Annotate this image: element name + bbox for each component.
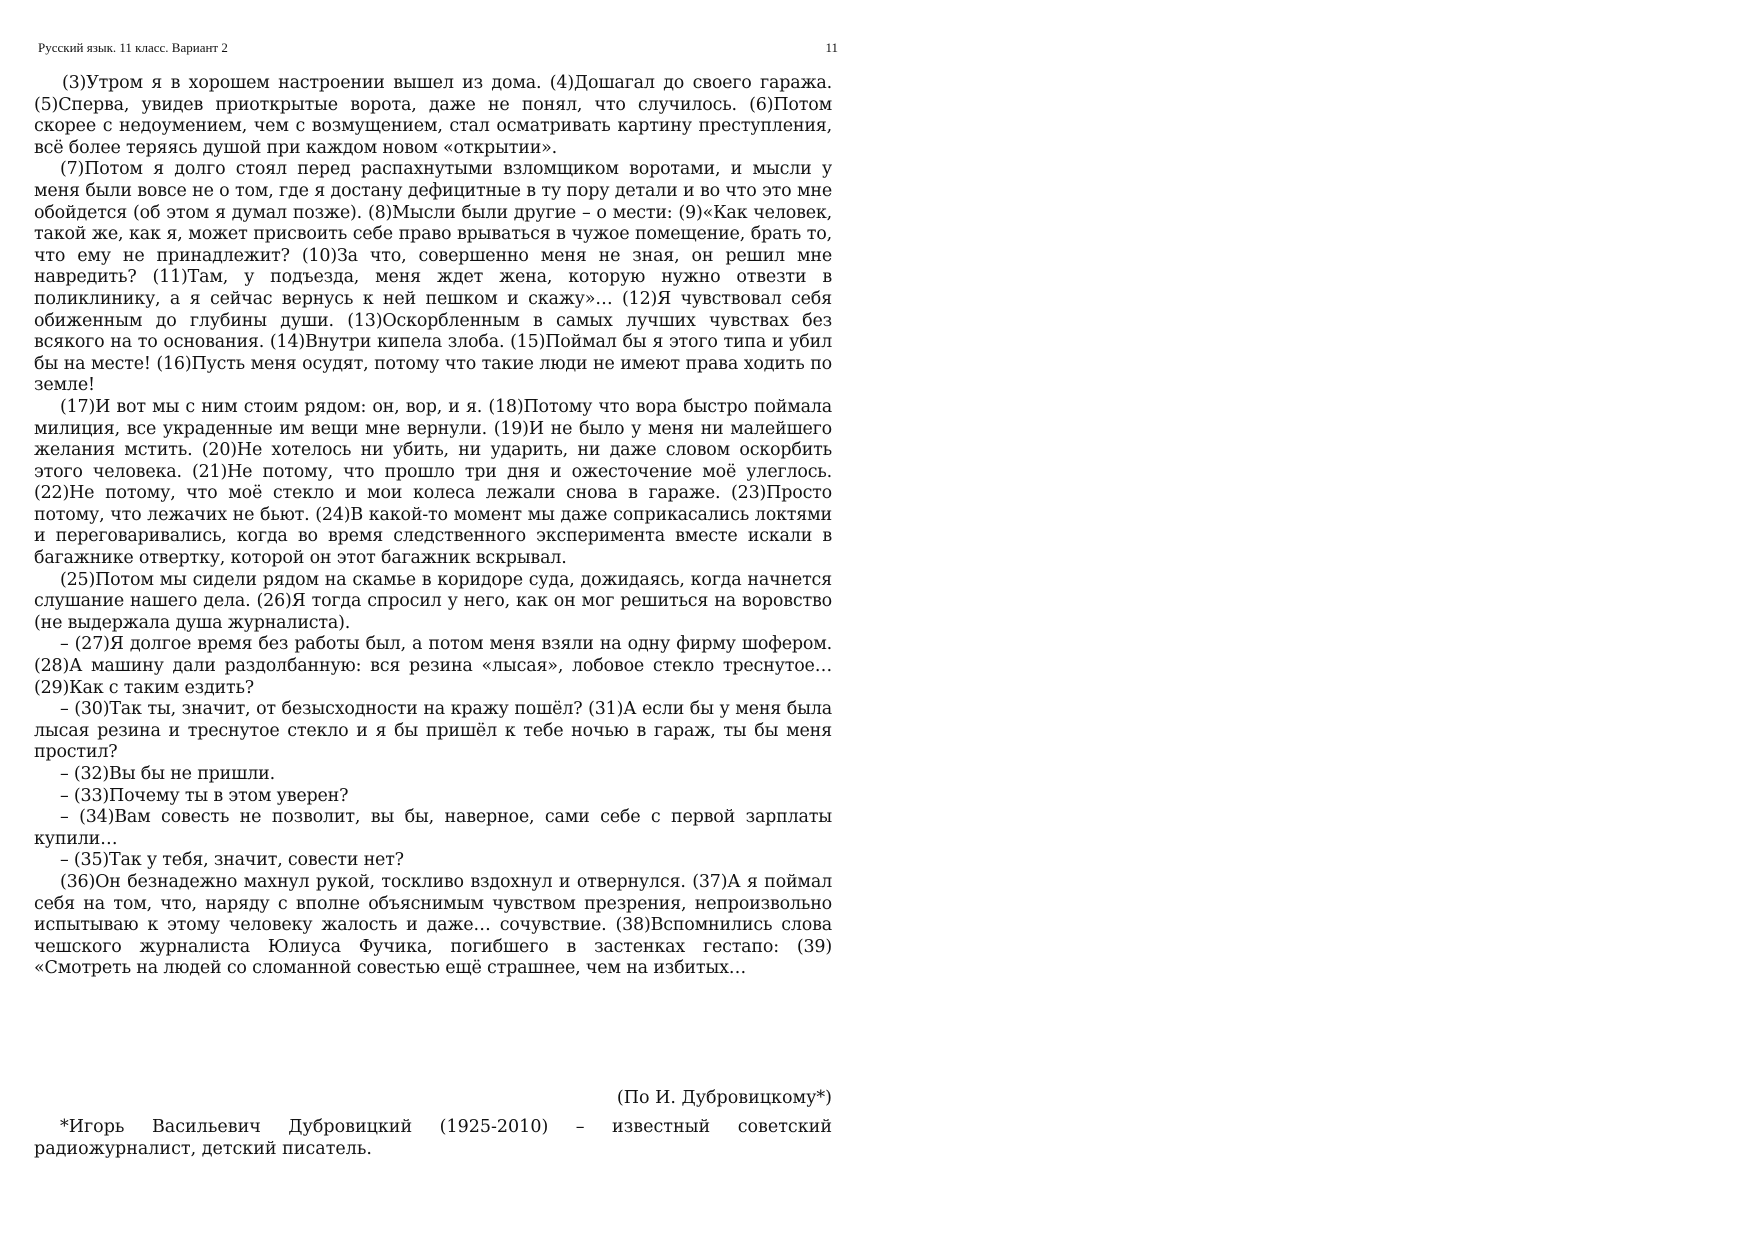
text-body (34, 73, 832, 980)
footnote: *Игорь Васильевич Дубровицкий (1925-2010) – известный советский радиожурналист, детский писатель. (34, 1117, 832, 1159)
paragraph: – (34)Вам совесть не позволит, вы бы, наверное, сами себе с первой зарплаты купили… (34, 807, 832, 849)
paragraph: – (33)Почему ты в этом уверен? (60, 785, 349, 806)
paragraph: (17)И вот мы с ним стоим рядом: он, вор, и я. (18)Потому что вора быстро поймала милиция, все украденные им вещи мне вернули. (19)И не было у меня ни малейшего желания мстить. (20)Не хотелось ни убить, ни ударить, ни даже словом оскорбить этого человека. (21)Не потому, что прошло три дня и ожесточение моё улеглось. (22)Не потому, что моё стекло и мои колеса лежали снова в гараже. (23)Просто потому, что лежачих не бьют. (24)В какой-то момент мы даже соприкасались локтями и переговаривались, когда во время следственного эксперимента вместе искали в багажнике отвертку, которой он этот багажник вскрывал. (34, 396, 832, 569)
paragraph: – (32)Вы бы не пришли. (60, 764, 275, 784)
page-header (38, 40, 838, 58)
document-title: Русский язык. 11 класс. Вариант 2 (38, 40, 228, 55)
page-number: 11 (825, 40, 838, 55)
blank-right-page (877, 0, 1754, 1239)
paragraph: (3)Утром я в хорошем настроении вышел из дома. (4)Дошагал до своего гаража. (5)Сперва, увидев приоткрытые ворота, даже не понял, что случилось. (6)Потом скорее с недоумением, чем с возмущением, стал осматривать картину преступления, всё более теряясь душой при каждом новом «открытии». (34, 73, 832, 158)
paragraph: (25)Потом мы сидели рядом на скамье в коридоре суда, дожидаясь, когда начнется слушание нашего дела. (26)Я тогда спросил у него, как он мог решиться на воровство (не выдержала душа журналиста). (34, 569, 832, 633)
paragraph: – (35)Так у тебя, значит, совести нет? (60, 850, 404, 871)
paragraph: (7)Потом я долго стоял перед распахнутыми взломщиком воротами, и мысли у меня были вовсе не о том, где я достану дефицитные в ту пору детали и во что это мне обойдется (об этом я думал позже). (8)Мысли были другие – о мести: (9)«Как человек, такой же, как я, может присвоить себе право врываться в чужое помещение, брать то, что ему не принадлежит? (10)За что, совершенно меня не зная, он решил мне навредить? (11)Там, у подъезда, меня ждет жена, которую нужно отвезти в поликлинику, а я сейчас вернусь к ней пешком и скажу»… (12)Я чувствовал себя обиженным до глубины души. (13)Оскорбленным в самых лучших чувствах без всякого на то основания. (14)Внутри кипела злоба. (15)Поймал бы я этого типа и убил бы на месте! (16)Пусть меня осудят, потому что такие люди не имеют права ходить по земле! (34, 159, 832, 396)
paragraph: – (27)Я долгое время без работы был, а потом меня взяли на одну фирму шофером. (28)А машину дали раздолбанную: вся резина «лысая», лобовое стекло треснутое… (29)Как с таким ездить? (34, 634, 832, 698)
source-attribution: (По И. Дубровицкому*) (616, 1088, 832, 1108)
paragraph: – (30)Так ты, значит, от безысходности на кражу пошёл? (31)А если бы у меня была лысая резина и треснутое стекло и я бы пришёл к тебе ночью в гараж, ты бы меня простил? (34, 699, 832, 763)
paragraph: (36)Он безнадежно махнул рукой, тоскливо вздохнул и отвернулся. (37)А я поймал себя на том, что, наряду с вполне объяснимым чувством презрения, непроизвольно испытываю к этому человеку жалость и даже… сочувствие. (38)Вспомнились слова чешского журналиста Юлиуса Фучика, погибшего в застенках гестапо: (39) «Смотреть на людей со сломанной совестью ещё страшнее, чем на избитых… (34, 871, 832, 979)
